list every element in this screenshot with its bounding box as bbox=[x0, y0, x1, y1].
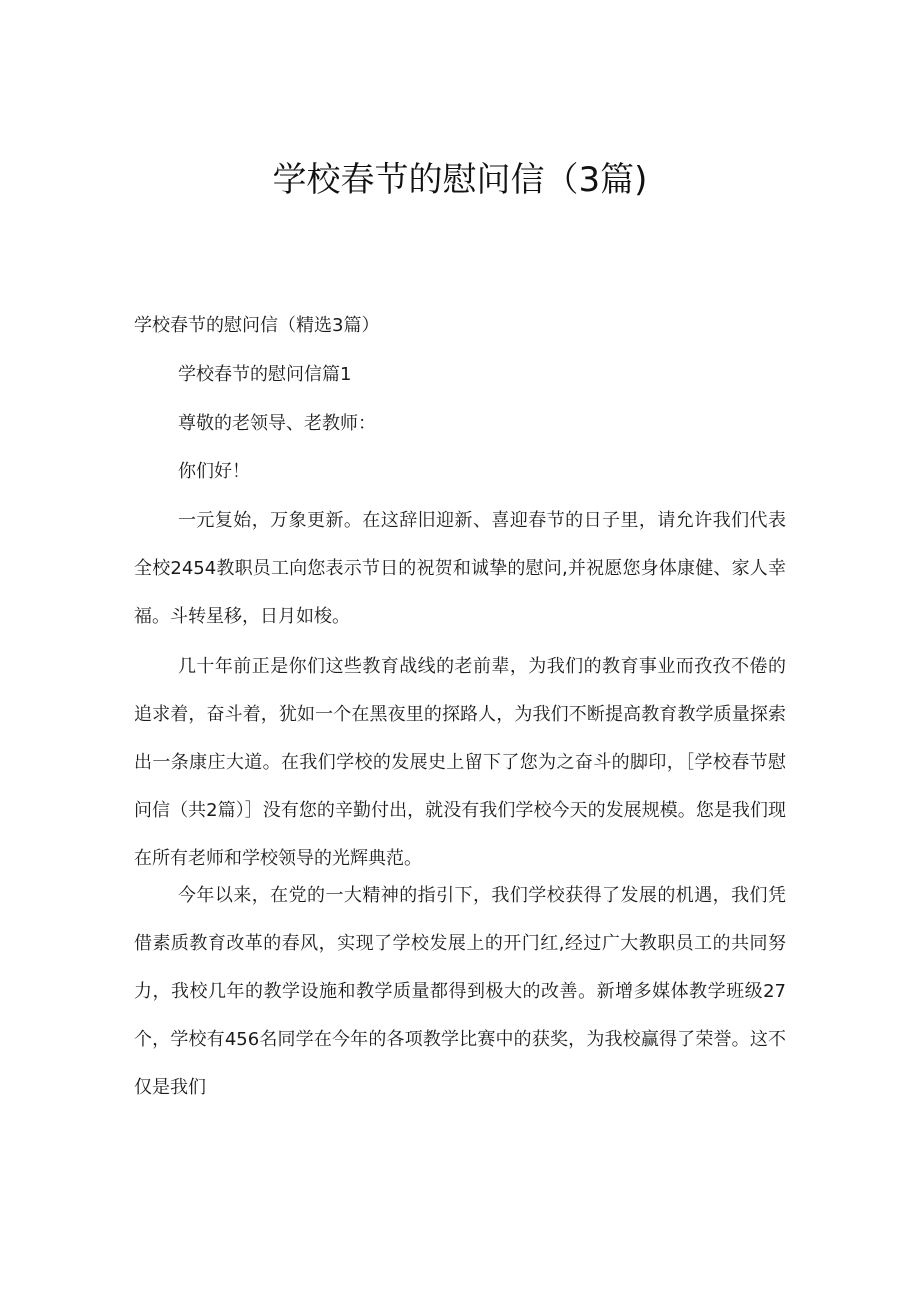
body-paragraph-3: 今年以来，在党的一大精神的指引下，我们学校获得了发展的机遇，我们凭借素质教育改革的春风，实现了学校发展上的开门红,经过广大教职员工的共同努力，我校几年的教学设施和教学质量都得到极大的改善。新增多媒体教学班级27个，学校有456名同学在今年的各项教学比赛中的获奖，为我校赢得了荣誉。这不仅是我们 bbox=[134, 885, 786, 1098]
salutation: 尊敬的老领导、老教师： bbox=[178, 413, 376, 434]
document-title: 学校春节的慰问信（3篇) bbox=[272, 160, 648, 200]
body-paragraph-1: 一元复始，万象更新。在这辞旧迎新、喜迎春节的日子里，请允许我们代表全校2454教职员工向您表示节日的祝贺和诚挚的慰问,并祝愿您身体康健、家人幸福。斗转星移，日月如梭。 bbox=[134, 510, 786, 627]
body-paragraph-2: 几十年前正是你们这些教育战线的老前辈，为我们的教育事业而孜孜不倦的追求着，奋斗着，犹如一个在黑夜里的探路人，为我们不断提高教育教学质量探索出一条康庄大道。在我们学校的发展史上留下了您为之奋斗的脚印，［学校春节慰问信（共2篇）］没有您的辛勤付出，就没有我们学校今天的发展规模。您是我们现在所有老师和学校领导的光辉典范。 bbox=[134, 656, 786, 869]
greeting: 你们好！ bbox=[178, 461, 250, 482]
section-heading: 学校春节的慰问信篇1 bbox=[178, 364, 352, 385]
document-subtitle: 学校春节的慰问信（精选3篇） bbox=[134, 315, 380, 336]
